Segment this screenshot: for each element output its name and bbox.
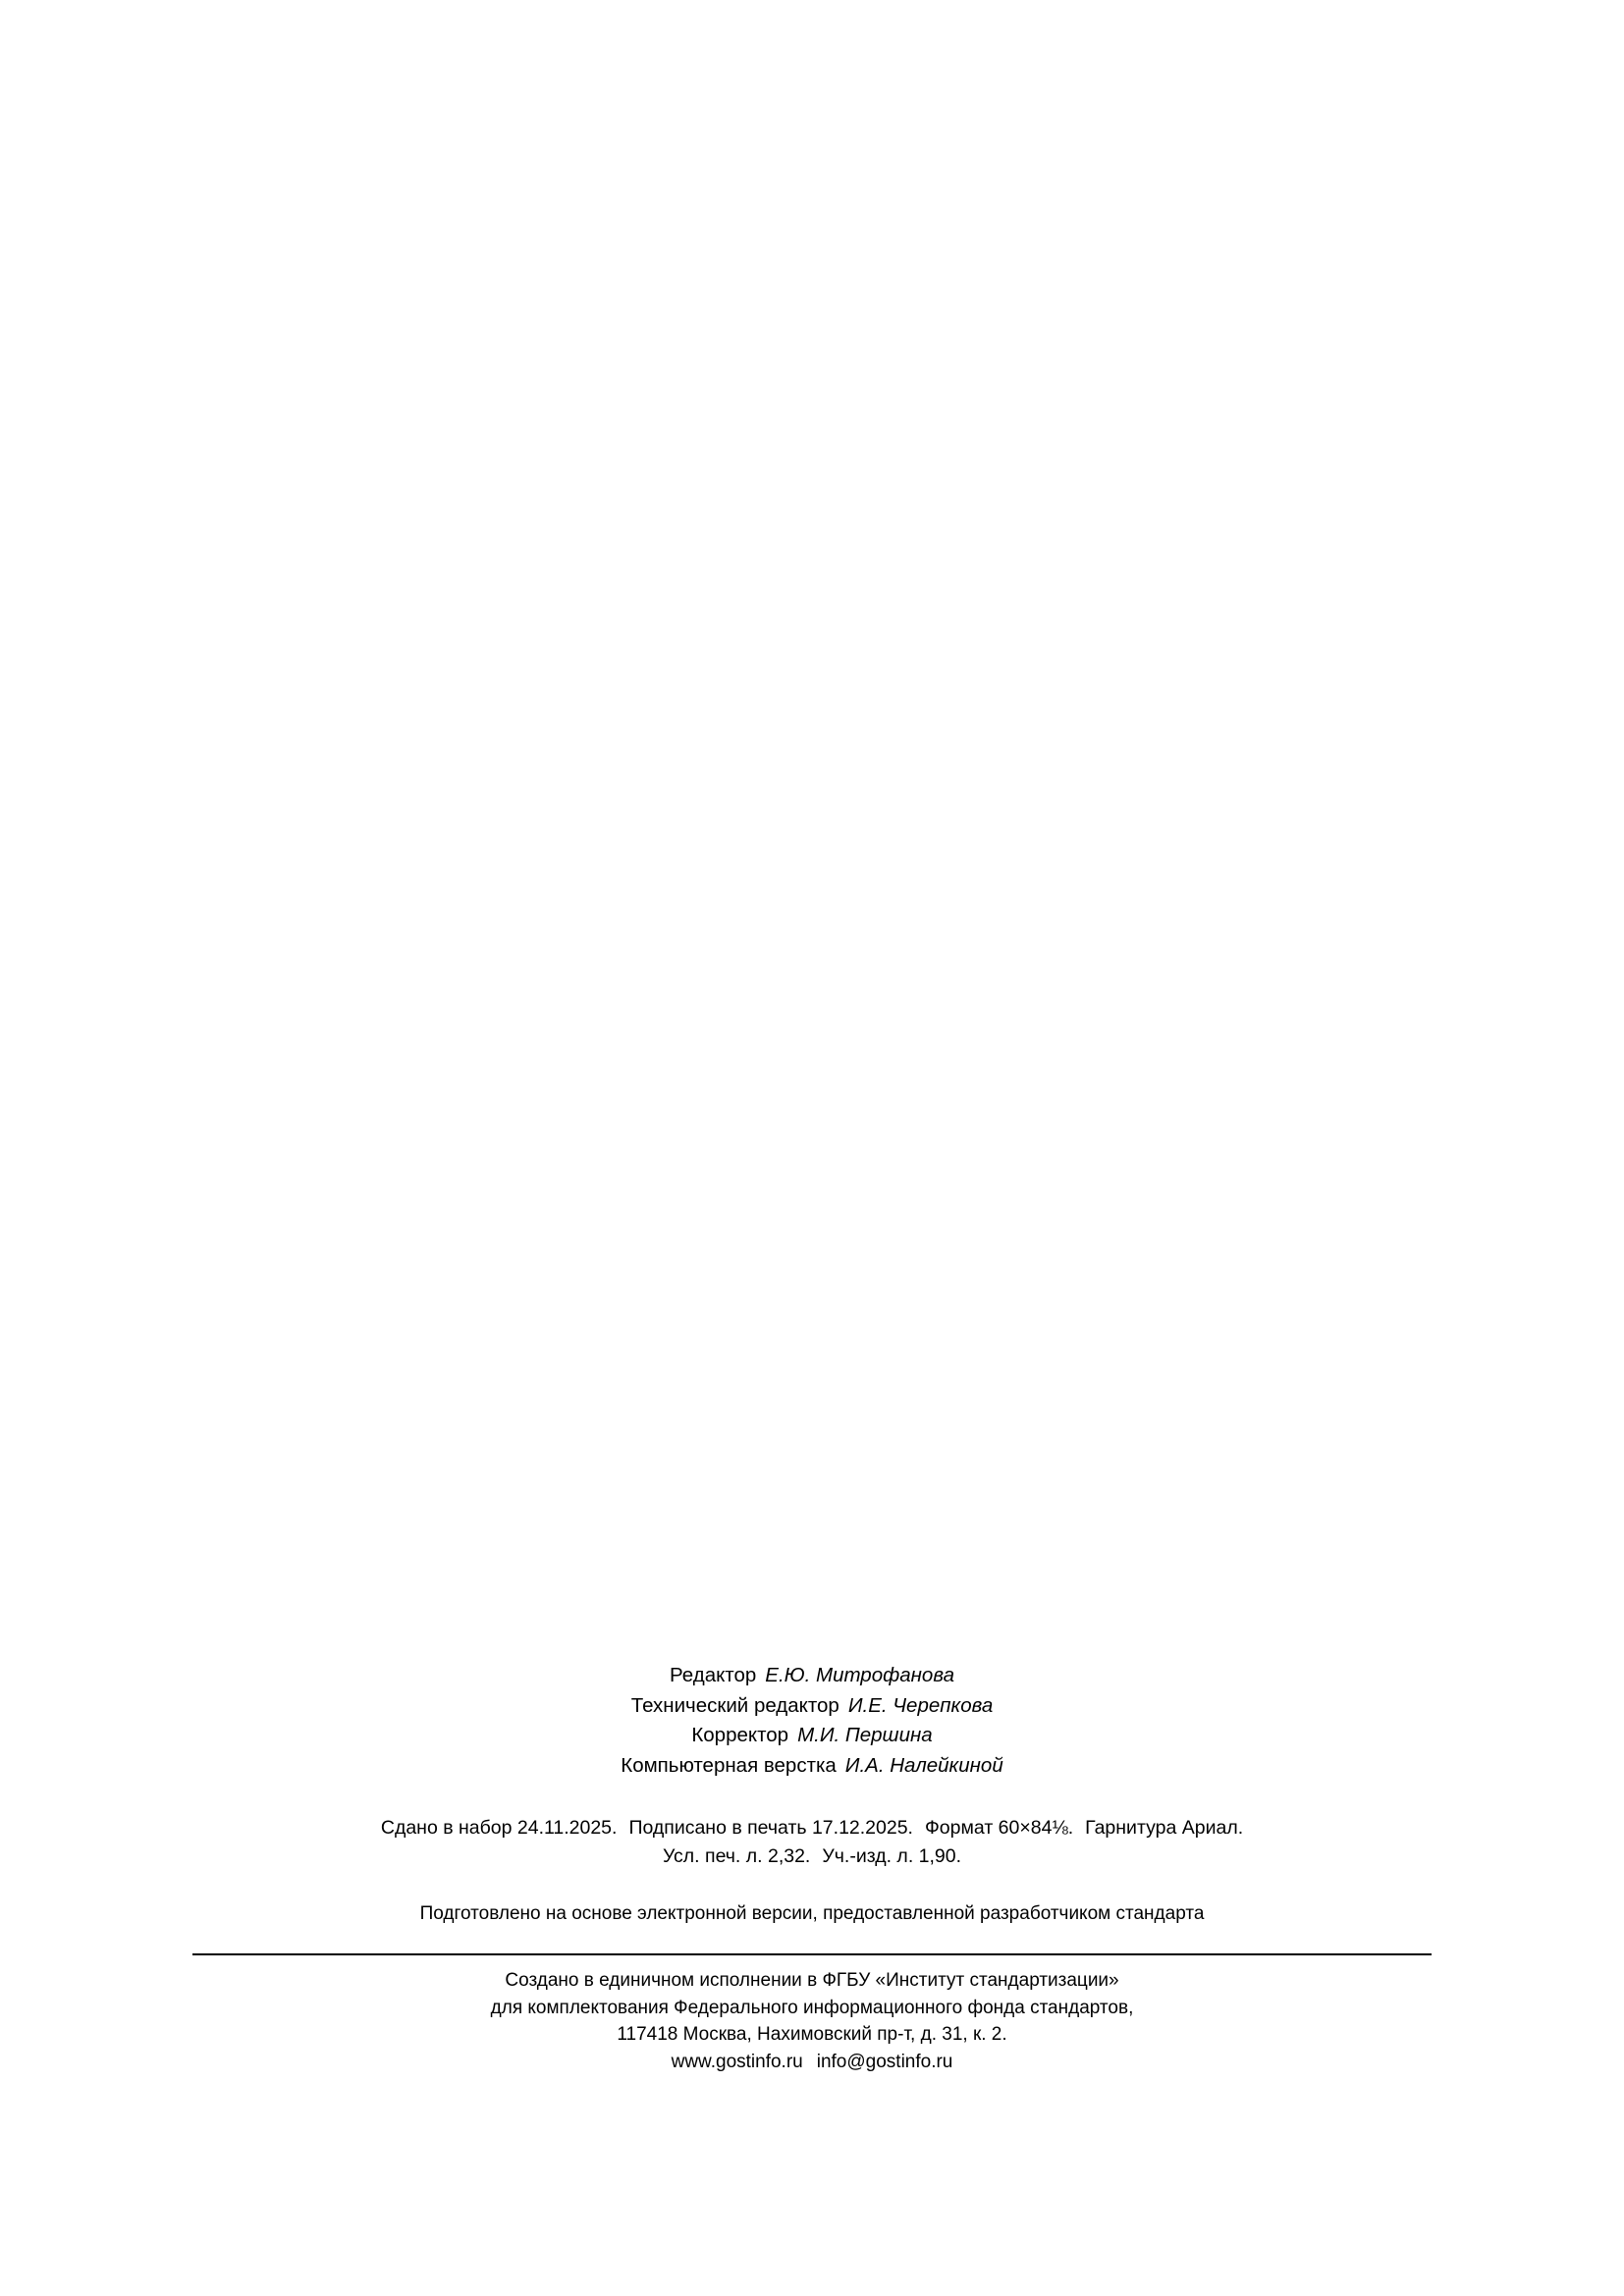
footer-contacts (0, 2049, 1624, 2076)
credit-person: М.И. Першина (797, 1724, 933, 1746)
credit-person: И.А. Налейкиной (844, 1753, 1003, 1777)
credit-role: Технический редактор (630, 1693, 839, 1717)
email-link[interactable]: info@gostinfo.ru (816, 2051, 953, 2072)
footer-line-1: Создано в единичном исполнении в ФГБУ «Институт стандартизации» (505, 1970, 1119, 1991)
credit-line (0, 1751, 1624, 1782)
website-link[interactable]: www.gostinfo.ru (671, 2051, 803, 2072)
press-date: Подписано в печать 17.12.2025. (628, 1817, 913, 1839)
footer-address: 117418 Москва, Нахимовский пр-т, д. 31, к. 2. (617, 2024, 1007, 2045)
print-info-block (0, 1814, 1624, 1871)
print-info-line-2 (0, 1842, 1624, 1871)
credit-line (0, 1691, 1624, 1722)
colophon-block (0, 1661, 1624, 1927)
publisher-footer (0, 1967, 1624, 2075)
credit-role: Компьютерная верстка (621, 1753, 837, 1777)
footer-divider (192, 1953, 1432, 1955)
typesetting-date: Сдано в набор 24.11.2025. (380, 1817, 618, 1839)
credit-person: Е.Ю. Митрофанова (765, 1664, 954, 1686)
credit-role: Корректор (691, 1724, 789, 1746)
paper-format: Формат 60×84⅛. (924, 1817, 1074, 1839)
publishing-sheets: Уч.-изд. л. 1,90. (822, 1845, 962, 1867)
print-info-line-1 (0, 1814, 1624, 1842)
preparation-note: Подготовлено на основе электронной версии, предоставленной разработчиком стандарта (419, 1903, 1205, 1924)
footer-line-2: для комплектования Федерального информационного фонда стандартов, (490, 1997, 1134, 2018)
editorial-credits (0, 1661, 1624, 1781)
typeface: Гарнитура Ариал. (1085, 1817, 1244, 1839)
conventional-sheets: Усл. печ. л. 2,32. (662, 1845, 811, 1867)
credit-line (0, 1721, 1624, 1751)
credit-person: И.Е. Черепкова (847, 1693, 994, 1717)
credit-line (0, 1661, 1624, 1691)
credit-role: Редактор (670, 1664, 757, 1686)
